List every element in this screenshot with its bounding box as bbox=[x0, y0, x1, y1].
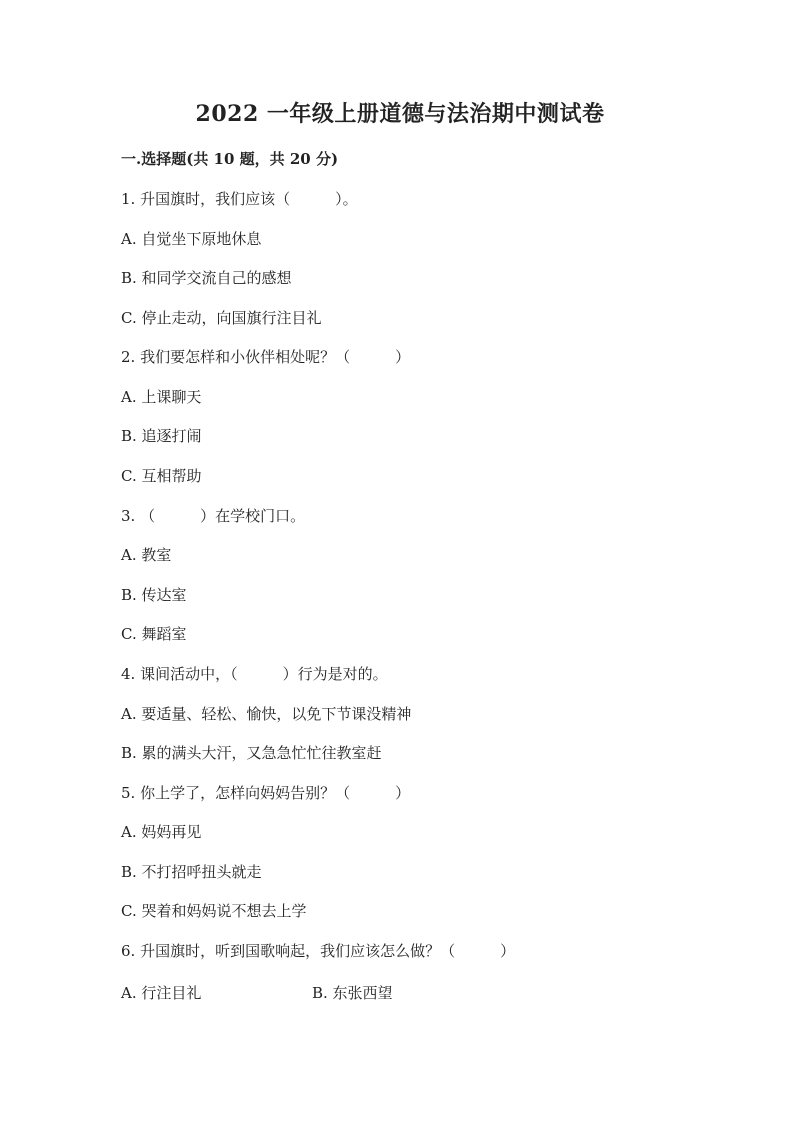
question-6-option-b: B. 东张西望 bbox=[312, 984, 393, 1002]
section-heading: 一.选择题(共 10 题，共 20 分) bbox=[121, 150, 339, 168]
question-1-stem: 1. 升国旗时，我们应该（ ）。 bbox=[121, 190, 358, 208]
question-5-stem: 5. 你上学了，怎样向妈妈告别？（ ） bbox=[121, 784, 411, 802]
question-1-option-a: A. 自觉坐下原地休息 bbox=[121, 230, 262, 248]
question-1-option-b: B. 和同学交流自己的感想 bbox=[121, 269, 292, 287]
question-4-option-a: A. 要适量、轻松、愉快，以免下节课没精神 bbox=[121, 705, 412, 723]
question-5-option-c: C. 哭着和妈妈说不想去上学 bbox=[121, 902, 307, 920]
question-5-option-b: B. 不打招呼扭头就走 bbox=[121, 863, 262, 881]
question-6-option-a: A. 行注目礼 bbox=[121, 984, 202, 1002]
question-2-option-c: C. 互相帮助 bbox=[121, 467, 202, 485]
question-2-option-b: B. 追逐打闹 bbox=[121, 427, 202, 445]
question-1-option-c: C. 停止走动，向国旗行注目礼 bbox=[121, 309, 322, 327]
question-4-option-b: B. 累的满头大汗，又急急忙忙往教室赶 bbox=[121, 744, 382, 762]
question-2-stem: 2. 我们要怎样和小伙伴相处呢？（ ） bbox=[121, 348, 411, 366]
question-5-option-a: A. 妈妈再见 bbox=[121, 823, 202, 841]
question-3-stem: 3. （ ）在学校门口。 bbox=[121, 507, 306, 525]
question-3-option-c: C. 舞蹈室 bbox=[121, 625, 187, 643]
question-6-stem: 6. 升国旗时，听到国歌响起，我们应该怎么做？（ ） bbox=[121, 942, 516, 960]
question-3-option-b: B. 传达室 bbox=[121, 586, 187, 604]
question-3-option-a: A. 教室 bbox=[121, 546, 172, 564]
page-title: 2022 一年级上册道德与法治期中测试卷 bbox=[195, 101, 605, 127]
question-4-stem: 4. 课间活动中，（ ）行为是对的。 bbox=[121, 665, 388, 683]
question-2-option-a: A. 上课聊天 bbox=[121, 388, 202, 406]
